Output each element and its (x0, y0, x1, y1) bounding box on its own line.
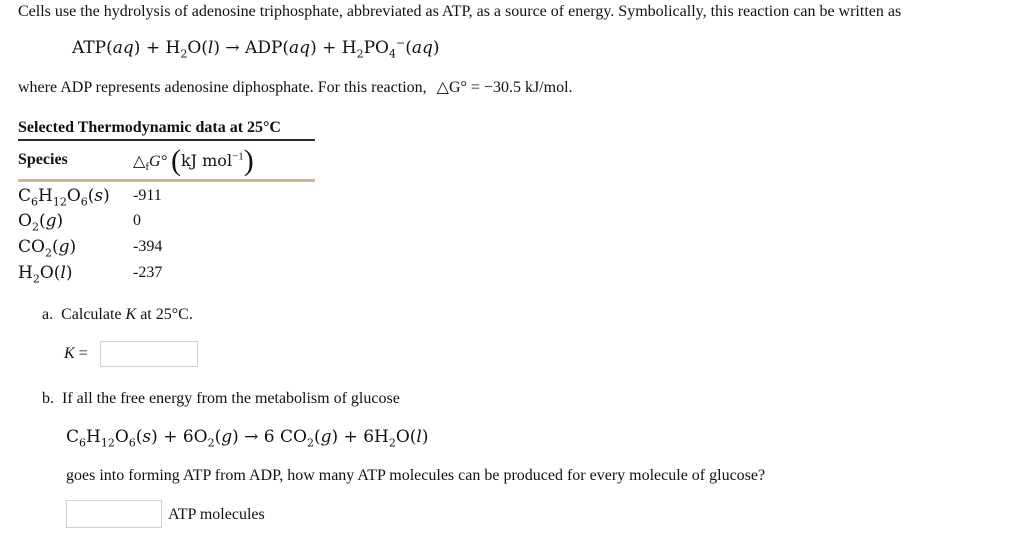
delta-g-value: △G° = −30.5 kJ/mol. (436, 79, 573, 96)
reaction-adp: ADP (245, 38, 283, 58)
atp-molecules-label: ATP molecules (168, 506, 265, 523)
table-header-rule (18, 179, 315, 182)
species-cell: $O_2(g)$ (18, 211, 64, 234)
k-answer-input[interactable] (100, 341, 198, 367)
col-dg-header: $\triangle_fG^\circ$ (kJ mol$^{-1}$) (133, 144, 254, 177)
table-row (18, 236, 76, 258)
part-b-question-continued: goes into forming ATP from ADP, how many ATP molecules can be produced for every molecule of glucose? (66, 467, 766, 484)
value-cell: 0 (133, 212, 141, 229)
table-top-rule (18, 139, 315, 141)
atp-molecules-input[interactable] (66, 500, 162, 528)
species-cell: $H_2O(l)$ (18, 263, 73, 286)
value-cell: -911 (133, 187, 162, 204)
table-row (18, 185, 110, 207)
part-b-question: b. If all the free energy from the metabolism of glucose (42, 390, 400, 407)
hydrolysis-reaction: $ATP(aq) + H_2O(l) \to ADP(aq) + H_2PO_4^-(aq)$ (72, 36, 440, 61)
reaction-atp: ATP (72, 38, 107, 58)
species-cell: $CO_2(g)$ (18, 237, 77, 260)
part-a-question: a. Calculate K at 25°C. (42, 306, 193, 323)
col-species-header: Species (18, 151, 68, 168)
table-title: Selected Thermodynamic data at 25°C (18, 119, 281, 136)
k-input-label: K = (64, 345, 88, 362)
table-row (18, 210, 63, 232)
reaction-arrow: → (225, 38, 240, 58)
table-row (18, 262, 72, 284)
value-cell: -237 (133, 264, 163, 281)
intro-text: Cells use the hydrolysis of adenosine triphosphate, abbreviated as ATP, as a source of energy. Symbolically, this reaction can be written as (18, 3, 902, 20)
value-cell: -394 (133, 238, 163, 255)
reaction-description: where ADP represents adenosine diphosphate. For this reaction, △G° = −30.5 kJ/mol. (18, 79, 573, 96)
species-cell: $C_6H_{12}O_6(s)$ (18, 186, 110, 209)
glucose-metabolism-reaction: $C_6H_{12}O_6(s) + 6O_2(g) \to 6$ $CO_2(g) + 6H_2O(l)$ (66, 427, 429, 450)
